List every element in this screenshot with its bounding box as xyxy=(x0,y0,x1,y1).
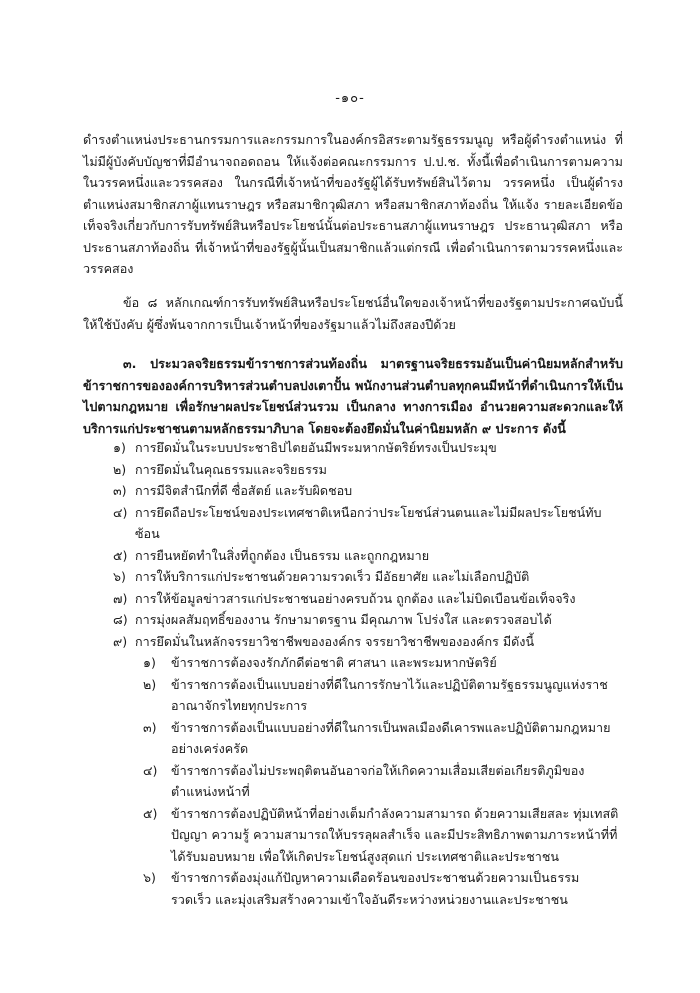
list-item: ๔) ข้าราชการต้องไม่ประพฤติตนอันอาจก่อให้เกิดความเสื่อมเสียต่อเกียรติภูมิของตำแหน่งหน้าที่ xyxy=(143,762,585,799)
section-3-heading-text: ๓. ประมวลจริยธรรมข้าราชการส่วนท้องถิ่น มาตรฐานจริยธรรมอันเป็นค่านิยมหลักสำหรับข้าราชการขององค์การบริหารส่วนตำบลปงเตาปั้น พนักงานส่วนตำบลทุกคนมีหน้าที่ดำเนินการให้เป็นไปตามกฎหมาย เพื่อรักษาผลประโยชน์ส่วนรวม เป็นกลาง ทางการเมือง อำนวยความสะดวกและให้บริการแก่ประชาชนตามหลักธรรมาภิบาล โดยจะต้องยึดมั่นในค่านิยมหลัก ๙ ประการ ดังนี้ xyxy=(83,356,623,436)
list-item: ๒) การยึดมั่นในคุณธรรมและจริยธรรม xyxy=(113,461,327,477)
list-item: ๕) การยืนหยัดทำในสิ่งที่ถูกต้อง เป็นธรรม และถูกกฎหมาย xyxy=(113,547,430,563)
list-item: ๖) การให้บริการแก่ประชาชนด้วยความรวดเร็ว มีอัธยาศัย และไม่เลือกปฏิบัติ xyxy=(113,569,530,584)
paragraph-article-8-text: ข้อ ๘ หลักเกณฑ์การรับทรัพย์สินหรือประโยชน์อื่นใดของเจ้าหน้าที่ของรัฐตามประกาศฉบับนี้ให้ใช้บังคับ ผู้ซึ่งพ้นจากการเป็นเจ้าหน้าที่ของรัฐมาแล้วไม่ถึงสองปีด้วย xyxy=(83,295,623,332)
list-item: ๑) ข้าราชการต้องจงรักภักดีต่อชาติ ศาสนา และพระมหากษัตริย์ xyxy=(143,655,497,670)
list-item: ๘) การมุ่งผลสัมฤทธิ์ของงาน รักษามาตรฐาน มีคุณภาพ โปร่งใส และตรวจสอบได้ xyxy=(113,612,552,627)
list-item: ๗) การให้ข้อมูลข่าวสารแก่ประชาชนอย่างครบถ้วน ถูกต้อง และไม่บิดเบือนข้อเท็จจริง xyxy=(113,590,576,606)
list-item: ๒) ข้าราชการต้องเป็นแบบอย่างที่ดีในการรักษาไว้และปฏิบัติตามรัฐธรรมนูญแห่งราชอาณาจักรไทยทุกประการ xyxy=(143,676,608,713)
list-item: ๕) ข้าราชการต้องปฏิบัติหน้าที่อย่างเต็มกำลังความสามารถ ด้วยความเสียสละ ทุ่มเทสติปัญญา ความรู้ ความสามารถให้บรรลุผลสำเร็จ และมีประสิทธิภาพตามภาระหน้าที่ที่ได้รับมอบหมาย เพื่อให้เกิดประโยชน์สูงสุดแก่ ประเทศชาติและประชาชน xyxy=(143,805,619,864)
paragraph-continuation: ดำรงตำแหน่งประธานกรรมการและกรรมการในองค์กรอิสระตามรัฐธรรมนูญ หรือผู้ดำรงตำแหน่ง ที่ไม่มีผู้บังคับบัญชาที่มีอำนาจถอดถอน ให้แจ้งต่อคณะกรรมการ ป.ป.ช. ทั้งนี้เพื่อดำเนินการตามความในวรรคหนึ่งและวรรคสอง ในกรณีที่เจ้าหน้าที่ของรัฐผู้ได้รับทรัพย์สินไว้ตาม วรรคหนึ่ง เป็นผู้ดำรงตำแหน่งสมาชิกสภาผู้แทนราษฎร หรือสมาชิกวุฒิสภา หรือสมาชิกสภาท้องถิ่น ให้แจ้ง รายละเอียดข้อเท็จจริงเกี่ยวกับการรับทรัพย์สินหรือประโยชน์นั้นต่อประธานสภาผู้แทนราษฎร ประธานวุฒิสภา หรือประธานสภาท้องถิ่น ที่เจ้าหน้าที่ของรัฐผู้นั้นเป็นสมาชิกแล้วแต่กรณี เพื่อดำเนินการตามวรรคหนึ่งและวรรคสอง xyxy=(83,132,623,276)
list-item: ๓) ข้าราชการต้องเป็นแบบอย่างที่ดีในการเป็นพลเมืองดีเคารพและปฏิบัติตามกฎหมายอย่างเคร่งครัด xyxy=(143,719,611,756)
list-item: ๙) การยึดมั่นในหลักจรรยาวิชาชีพขององค์กร จรรยาวิชาชีพขององค์กร มีดังนี้ xyxy=(113,633,535,649)
section-3-heading xyxy=(83,353,623,439)
core-values-list xyxy=(113,437,623,910)
list-item: ๓) การมีจิตสำนึกที่ดี ซื่อสัตย์ และรับผิดชอบ xyxy=(113,483,353,498)
list-item: ๔) การยึดถือประโยชน์ของประเทศชาติเหนือกว่าประโยชน์ส่วนตนและไม่มีผลประโยชน์ทับซ้อน xyxy=(113,504,602,541)
paragraph-article-8 xyxy=(83,292,623,335)
list-item: ๖) ข้าราชการต้องมุ่งแก้ปัญหาความเดือดร้อนของประชาชนด้วยความเป็นธรรม รวดเร็ว และมุ่งเสริมสร้างความเข้าใจอันดีระหว่างหน่วยงานและประชาชน xyxy=(143,870,580,907)
list-item: ๑) การยึดมั่นในระบบประชาธิปไตยอันมีพระมหากษัตริย์ทรงเป็นประมุข xyxy=(113,440,497,455)
page-number: -๑๐- xyxy=(335,91,365,106)
professional-ethics-list xyxy=(143,652,623,910)
